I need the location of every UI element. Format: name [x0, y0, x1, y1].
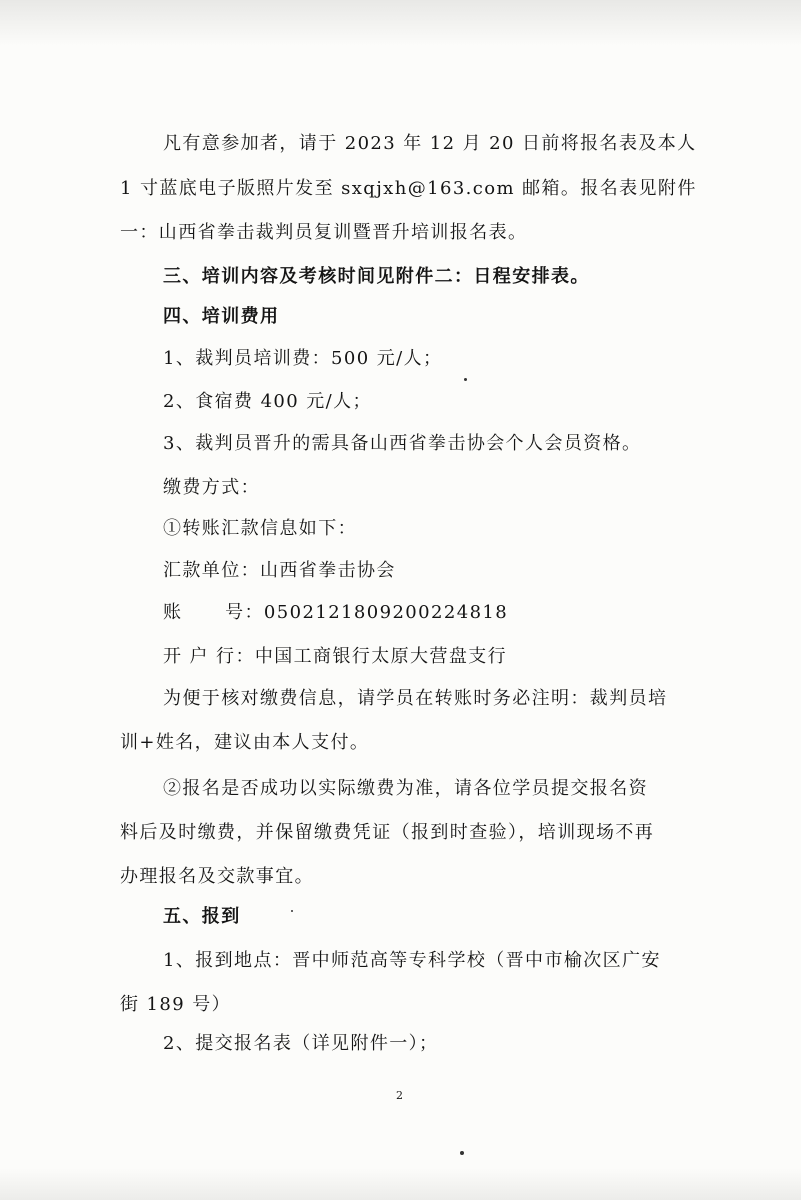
paragraph-line: 缴费方式：: [163, 477, 260, 498]
paragraph-line: 训+姓名，建议由本人支付。: [120, 732, 370, 753]
scan-speck: [464, 378, 467, 381]
page-number: 2: [396, 1089, 403, 1102]
section-heading: 四、培训费用: [163, 306, 280, 327]
section-heading: 三、培训内容及考核时间见附件二：日程安排表。: [163, 266, 590, 287]
paragraph-line: 1、报到地点：晋中师范高等专科学校（晋中市榆次区广安: [163, 950, 661, 971]
scan-shadow-bottom: [0, 1168, 801, 1200]
paragraph-line: 为便于核对缴费信息，请学员在转账时务必注明：裁判员培: [163, 688, 668, 709]
paragraph-line: 料后及时缴费，并保留缴费凭证（报到时查验），培训现场不再: [120, 822, 655, 843]
paragraph-line: 1 寸蓝底电子版照片发至 sxqjxh@163.com 邮箱。报名表见附件: [120, 178, 697, 199]
paragraph-line: 办理报名及交款事宜。: [120, 866, 314, 887]
paragraph-line: 凡有意参加者，请于 2023 年 12 月 20 日前将报名表及本人: [163, 133, 697, 154]
paragraph-line: 汇款单位：山西省拳击协会: [163, 560, 396, 581]
paragraph-line: 账 号：0502121809200224818: [163, 602, 509, 623]
scan-shadow-top: [0, 0, 801, 46]
scan-speck: [291, 910, 293, 912]
paragraph-line: 2、提交报名表（详见附件一）；: [163, 1033, 439, 1054]
paragraph-line: ②报名是否成功以实际缴费为准，请各位学员提交报名资: [163, 778, 648, 799]
paragraph-line: 一：山西省拳击裁判员复训暨晋升培训报名表。: [120, 222, 528, 243]
scan-speck: [460, 1151, 464, 1155]
section-heading: 五、报到: [163, 906, 241, 927]
paragraph-line: 2、食宿费 400 元/人；: [163, 391, 372, 412]
paragraph-line: 街 189 号）: [120, 994, 231, 1015]
paragraph-line: 3、裁判员晋升的需具备山西省拳击协会个人会员资格。: [163, 433, 642, 454]
paragraph-line: 1、裁判员培训费：500 元/人；: [163, 348, 443, 369]
paragraph-line: ①转账汇款信息如下：: [163, 518, 357, 539]
paragraph-line: 开 户 行：中国工商银行太原大营盘支行: [163, 646, 508, 667]
